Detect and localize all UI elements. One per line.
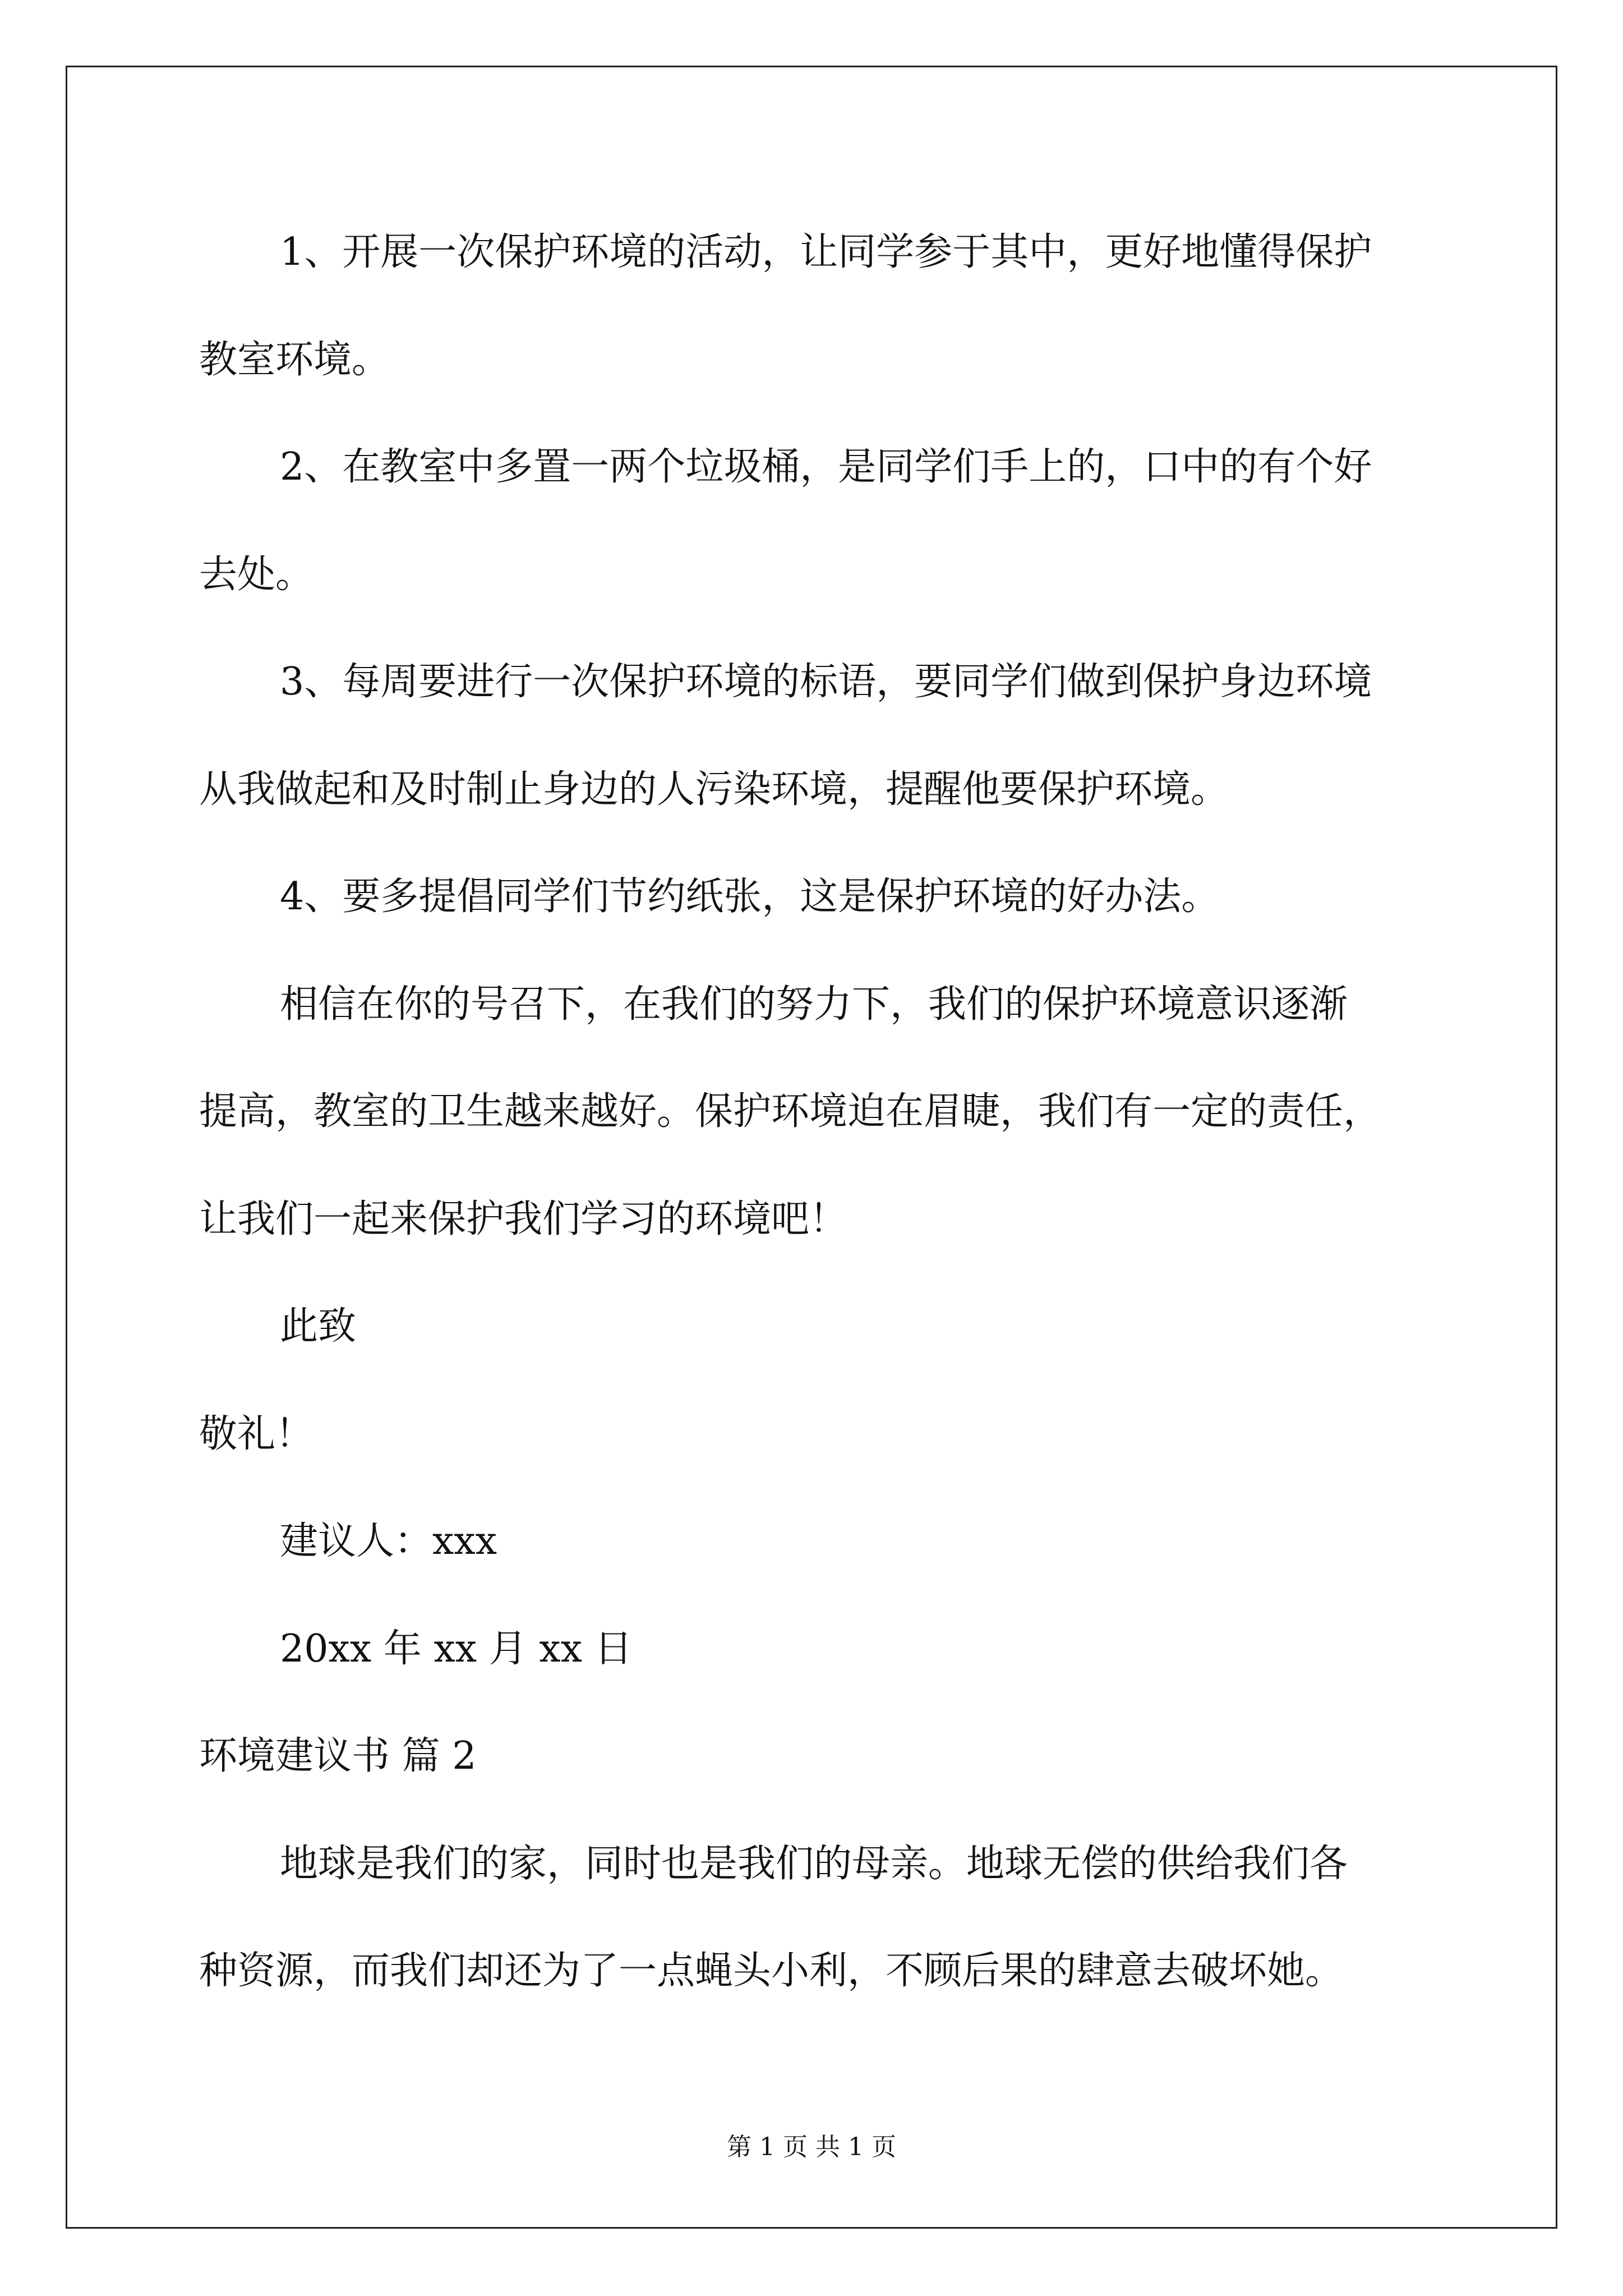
closing-salutation: 此致	[280, 1304, 357, 1349]
page-border	[66, 66, 1557, 2229]
paragraph-3-line-2: 从我做起和及时制止身边的人污染环境，提醒他要保护环境。	[199, 767, 1229, 812]
page-footer: 第 1 页 共 1 页	[727, 2133, 896, 2161]
paragraph-5-line-2: 提高，教室的卫生越来越好。保护环境迫在眉睫，我们有一定的责任，	[199, 1089, 1382, 1134]
closing-respect: 敬礼！	[199, 1412, 314, 1456]
paragraph-5-line-3: 让我们一起来保护我们学习的环境吧！	[199, 1197, 848, 1241]
paragraph-6-line-2: 种资源，而我们却还为了一点蝇头小利，不顾后果的肆意去破坏她。	[199, 1949, 1344, 1993]
date-line: 20xx 年 xx 月 xx 日	[280, 1627, 633, 1671]
signer-line: 建议人：xxx	[280, 1519, 497, 1563]
paragraph-1-line-2: 教室环境。	[199, 338, 390, 382]
paragraph-4-line-1: 4、要多提倡同学们节约纸张，这是保护环境的好办法。	[280, 875, 1220, 919]
paragraph-2-line-2: 去处。	[199, 553, 314, 597]
paragraph-5-line-1: 相信在你的号召下，在我们的努力下，我们的保护环境意识逐渐	[280, 982, 1348, 1027]
paragraph-2-line-1: 2、在教室中多置一两个垃圾桶，是同学们手上的，口中的有个好	[280, 445, 1372, 489]
paragraph-3-line-1: 3、每周要进行一次保护环境的标语，要同学们做到保护身边环境	[280, 660, 1372, 704]
section-heading: 环境建议书 篇 2	[199, 1734, 477, 1778]
paragraph-1-line-1: 1、开展一次保护环境的活动，让同学参于其中，更好地懂得保护	[280, 230, 1372, 274]
paragraph-6-line-1: 地球是我们的家，同时也是我们的母亲。地球无偿的供给我们各	[280, 1842, 1348, 1886]
